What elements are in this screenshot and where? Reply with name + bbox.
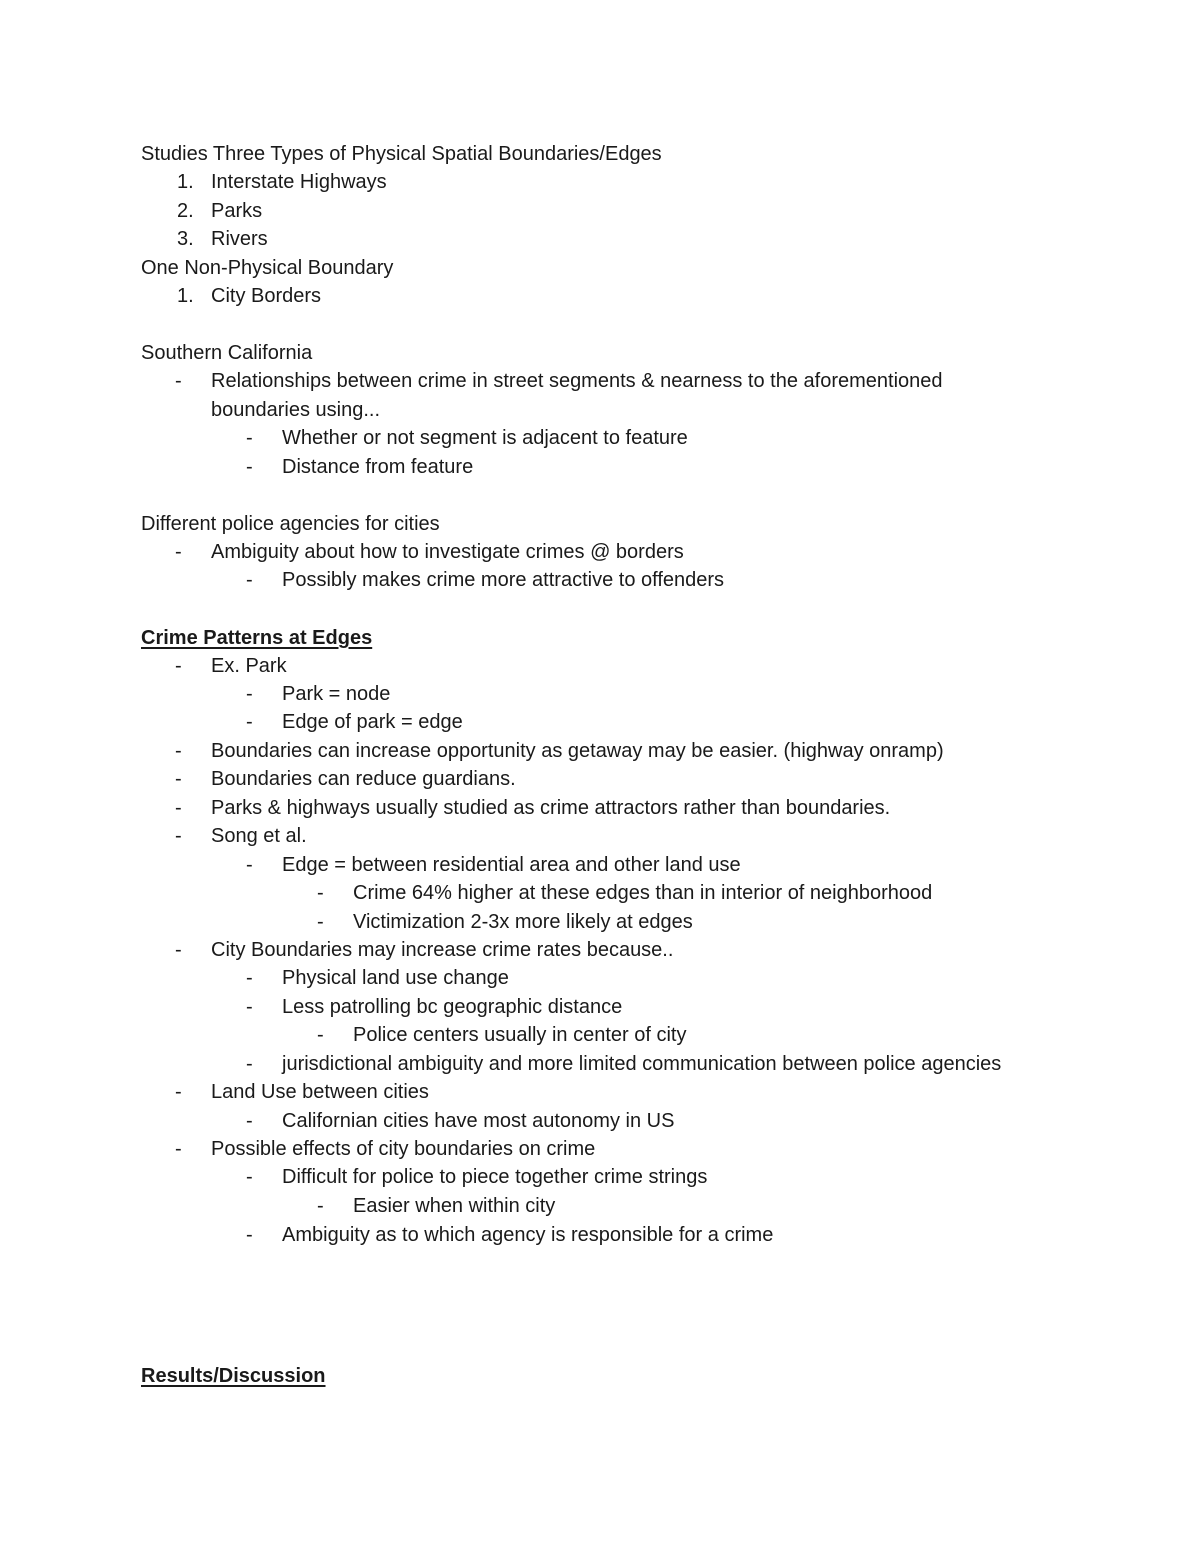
list-item: Parks & highways usually studied as crime attractors rather than boundaries. xyxy=(211,797,891,819)
list-item: Edge = between residential area and other land use xyxy=(282,854,741,876)
list-number: 1. xyxy=(177,285,194,307)
list-item-continuation: boundaries using... xyxy=(211,399,381,421)
section-title-southern-california: Southern California xyxy=(141,342,313,364)
bullet-dash: - xyxy=(175,939,182,961)
list-item: Song et al. xyxy=(211,825,307,847)
bullet-dash: - xyxy=(246,1224,253,1246)
bullet-dash: - xyxy=(175,740,182,762)
list-item: Ambiguity as to which agency is responsible for a crime xyxy=(282,1224,774,1246)
list-item: City Borders xyxy=(211,285,322,307)
list-item: City Boundaries may increase crime rates because.. xyxy=(211,939,674,961)
list-item: Rivers xyxy=(211,228,268,250)
list-item: Parks xyxy=(211,200,263,222)
list-item: Ex. Park xyxy=(211,655,287,677)
list-item: Less patrolling bc geographic distance xyxy=(282,996,623,1018)
bullet-dash: - xyxy=(246,569,253,591)
list-item: Whether or not segment is adjacent to feature xyxy=(282,427,688,449)
list-number: 1. xyxy=(177,171,194,193)
list-item: Boundaries can reduce guardians. xyxy=(211,768,516,790)
list-item: Victimization 2-3x more likely at edges xyxy=(353,911,693,933)
bullet-dash: - xyxy=(246,1053,253,1075)
bullet-dash: - xyxy=(246,996,253,1018)
bullet-dash: - xyxy=(246,711,253,733)
list-item: Relationships between crime in street segments & nearness to the aforementioned xyxy=(211,370,943,392)
list-item: Physical land use change xyxy=(282,967,509,989)
section-title-police-agencies: Different police agencies for cities xyxy=(141,513,440,535)
section-title-boundaries: Studies Three Types of Physical Spatial Boundaries/Edges xyxy=(141,143,662,165)
list-number: 3. xyxy=(177,228,194,250)
bullet-dash: - xyxy=(317,1195,324,1217)
section-subtitle-non-physical: One Non-Physical Boundary xyxy=(141,257,394,279)
bullet-dash: - xyxy=(246,683,253,705)
bullet-dash: - xyxy=(246,1110,253,1132)
bullet-dash: - xyxy=(317,1024,324,1046)
list-item: Possible effects of city boundaries on crime xyxy=(211,1138,596,1160)
list-item: Possibly makes crime more attractive to offenders xyxy=(282,569,725,591)
list-item: Crime 64% higher at these edges than in interior of neighborhood xyxy=(353,882,933,904)
list-item: Californian cities have most autonomy in US xyxy=(282,1110,675,1132)
bullet-dash: - xyxy=(317,882,324,904)
list-item: Land Use between cities xyxy=(211,1081,429,1103)
bullet-dash: - xyxy=(175,797,182,819)
list-item: Easier when within city xyxy=(353,1195,556,1217)
list-item: jurisdictional ambiguity and more limited communication between police agencies xyxy=(282,1053,1002,1075)
bullet-dash: - xyxy=(175,370,182,392)
list-item: Edge of park = edge xyxy=(282,711,463,733)
list-item: Police centers usually in center of city xyxy=(353,1024,687,1046)
bullet-dash: - xyxy=(175,1081,182,1103)
list-number: 2. xyxy=(177,200,194,222)
list-item: Boundaries can increase opportunity as getaway may be easier. (highway onramp) xyxy=(211,740,944,762)
bullet-dash: - xyxy=(317,911,324,933)
list-item: Difficult for police to piece together crime strings xyxy=(282,1166,708,1188)
bullet-dash: - xyxy=(246,854,253,876)
bullet-dash: - xyxy=(175,541,182,563)
bullet-dash: - xyxy=(175,655,182,677)
list-item: Distance from feature xyxy=(282,456,474,478)
bullet-dash: - xyxy=(175,825,182,847)
bullet-dash: - xyxy=(175,1138,182,1160)
section-heading-crime-patterns: Crime Patterns at Edges xyxy=(141,627,373,649)
list-item: Ambiguity about how to investigate crimes @ borders xyxy=(211,541,684,563)
bullet-dash: - xyxy=(246,967,253,989)
bullet-dash: - xyxy=(246,1166,253,1188)
bullet-dash: - xyxy=(246,456,253,478)
bullet-dash: - xyxy=(175,768,182,790)
list-item: Park = node xyxy=(282,683,391,705)
section-heading-results: Results/Discussion xyxy=(141,1365,326,1387)
list-item: Interstate Highways xyxy=(211,171,387,193)
bullet-dash: - xyxy=(246,427,253,449)
